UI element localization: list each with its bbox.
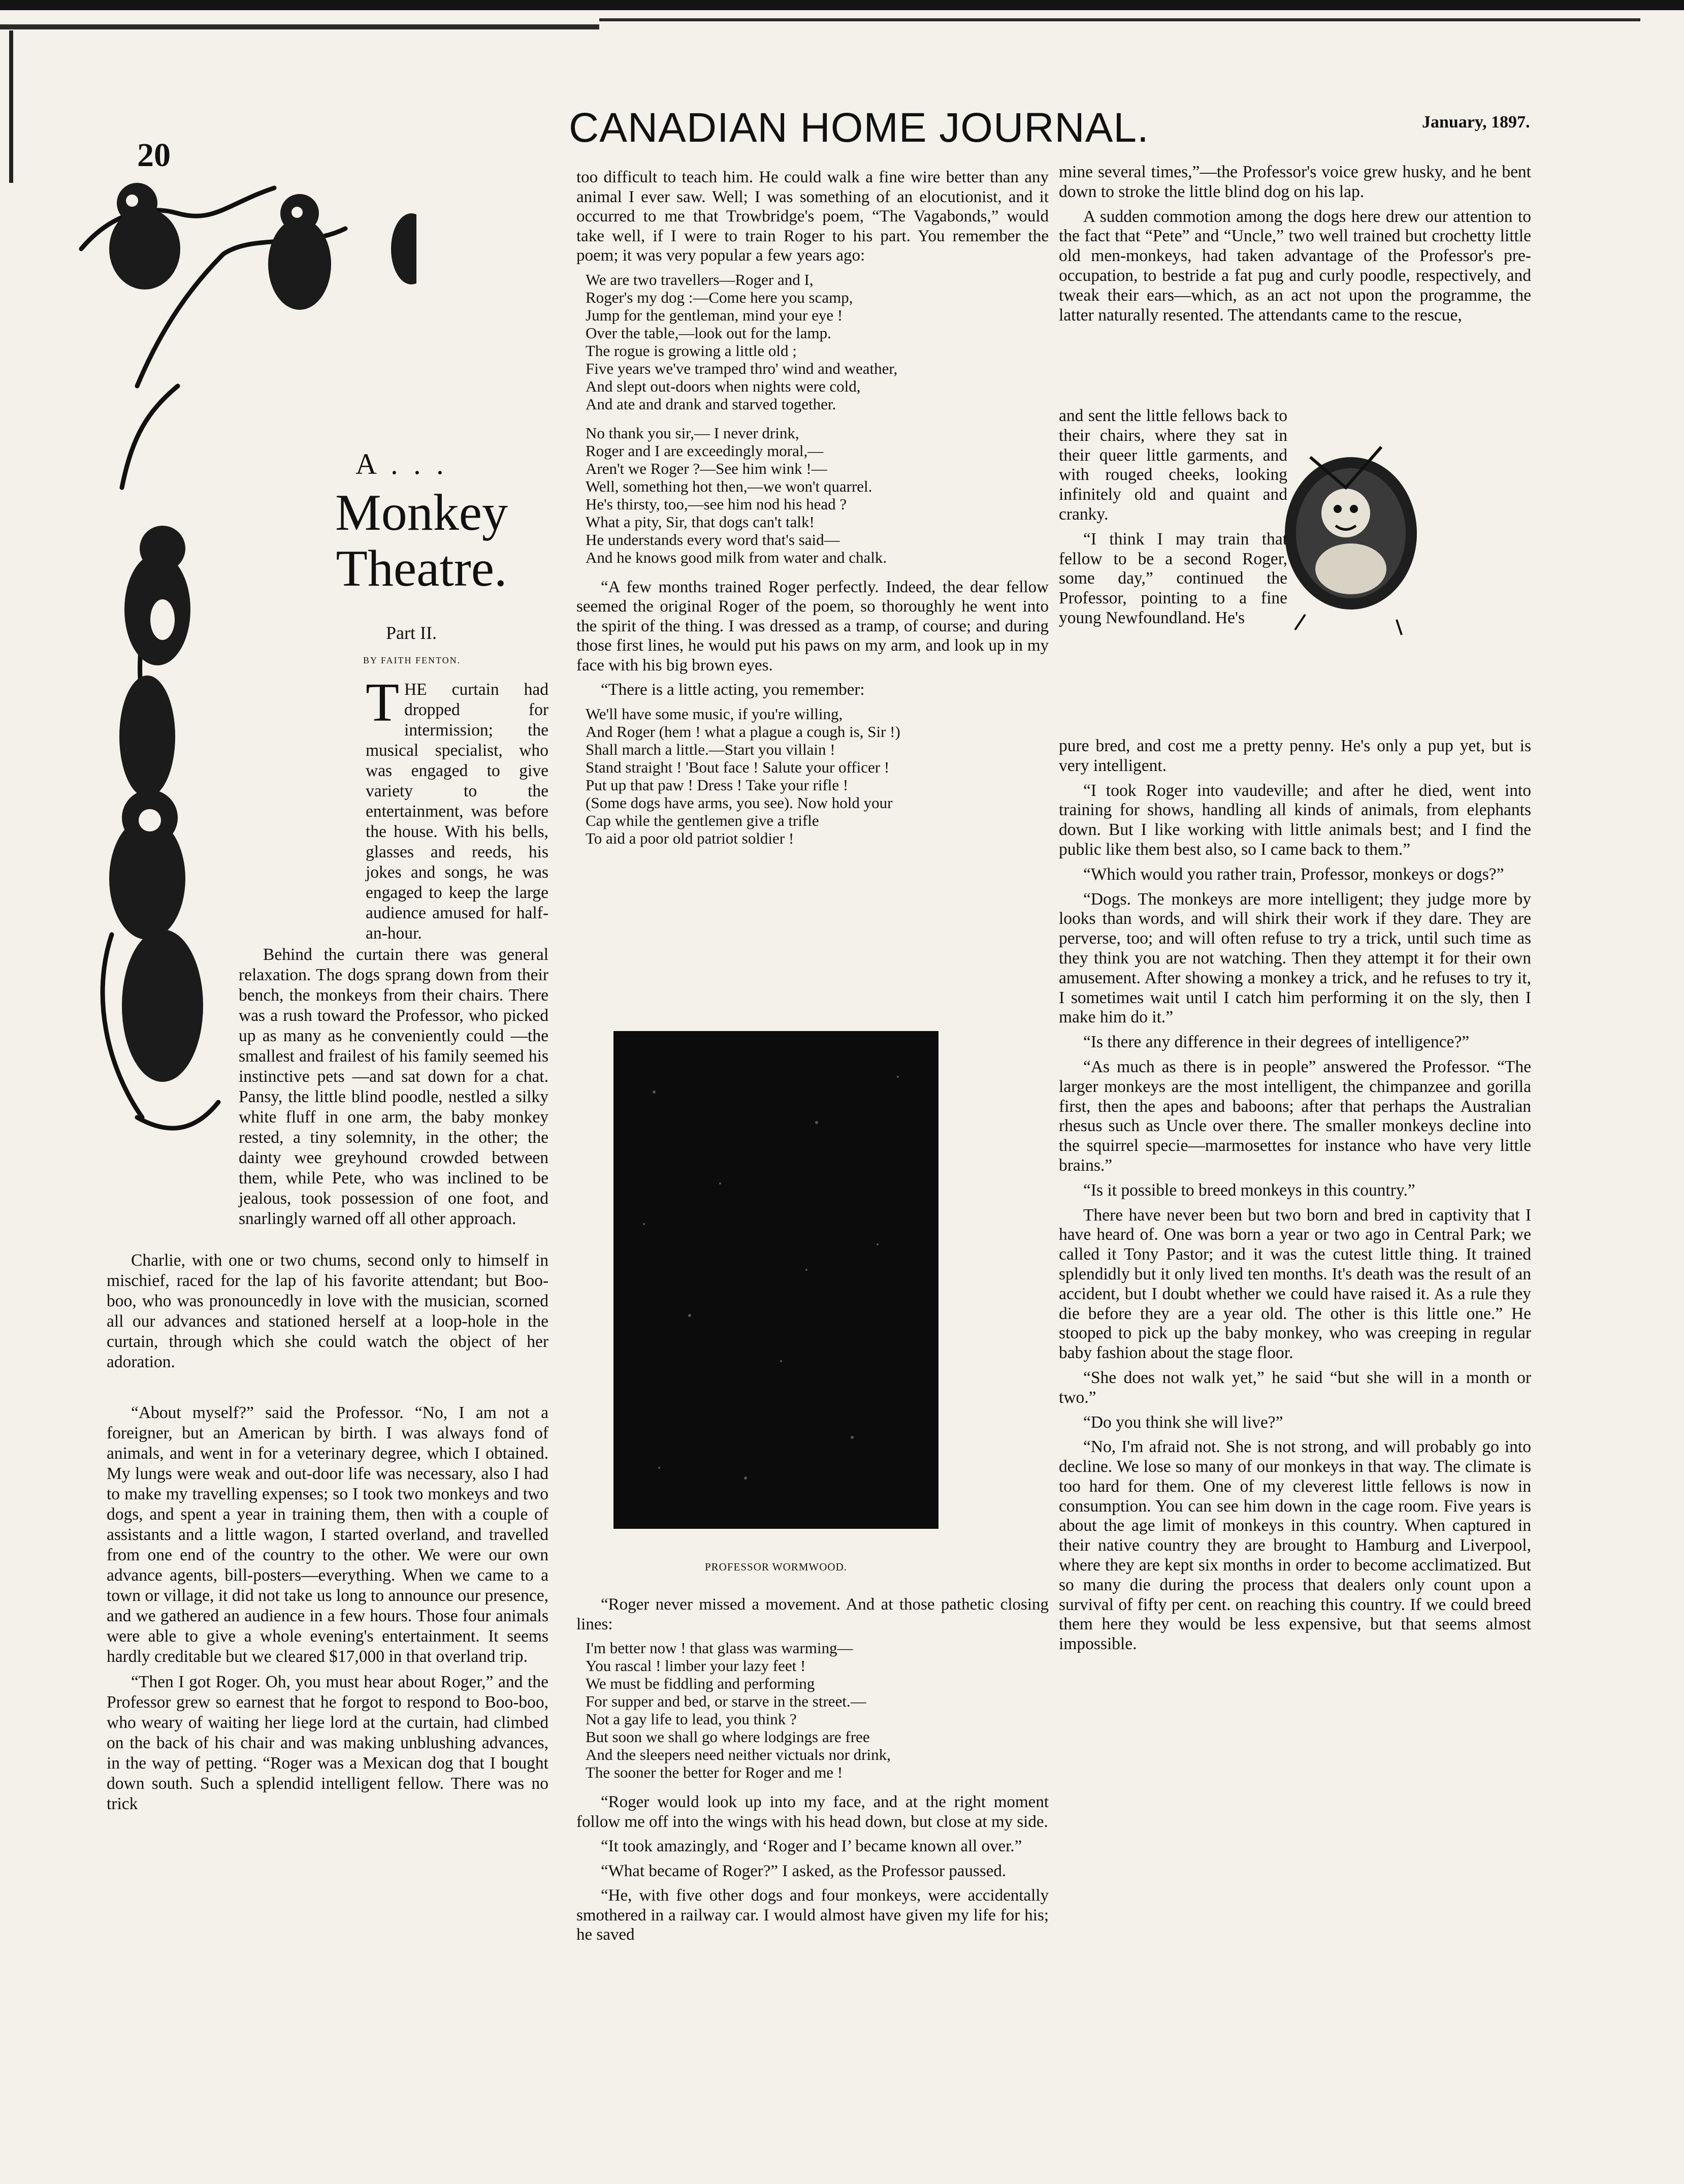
poem-line: I'm better now ! that glass was warming— — [586, 1639, 853, 1657]
paragraph-1 — [366, 672, 548, 944]
column-3-body — [1059, 736, 1531, 1659]
poem-line: Put up that paw ! Dress ! Take your rifle ! — [586, 776, 849, 794]
column-1-wrap-2 — [239, 945, 548, 1234]
paragraph-4: “About myself?” said the Professor. “No, I am not a foreigner, but an American by birth. I was always fond of animals, and went in for a veterinary degree, which I obtained. My lungs were weak and out-door life was necessary, also I had to make my travelling expenses; so I took two monkeys and two dogs, and spent a year in training them, then with a couple of assistants and a little wagon, I started overland, and travelled from one end of the country to the other. We were our own advance agents, bill-posters—everything. When we came to a town or village, it did not take us long to announce our presence, and we gathered an audience in a few hours. Those four animals were able to give a whole evening's entertainment. It seems hardly creditable but we cleared $17,000 in that overland trip. — [107, 1403, 548, 1666]
col3-paragraph-10: There have never been but two born and bred in captivity that I have heard of. One was born a year or two ago in Central Park; we called it Tony Pastor; and it was the cutest little thing. It trained splendidly but it only lived ten months. It's death was the result of an accident, but I doubt whether we could have raised it. As a rule they die before they are a year old. The other is this little one.” He stooped to pick up the baby monkey, who was creeping in regular baby fashion about the stage floor. — [1059, 1205, 1531, 1363]
poem-line: Over the table,—look out for the lamp. — [586, 324, 831, 342]
poem-line: Jump for the gentleman, mind your eye ! — [586, 306, 843, 324]
col3-paragraph-6: “Dogs. The monkeys are more intelligent; they judge more by looks than words, and will shirk their work if they dare. They are perverse, too; and will often refuse to try a trick, until such time as they think you are not watching. Then they attempt it for their own amusement. After showing a monkey a trick, and he refuses to try it, I sometimes wait until I catch him performing it on the sly, then I make him do it.” — [1059, 889, 1531, 1027]
col3-paragraph-5: “Which would you rather train, Professor, monkeys or dogs?” — [1083, 864, 1504, 884]
journal-title: CANADIAN HOME JOURNAL. — [569, 105, 1149, 151]
col3-paragraph-13: “No, I'm afraid not. She is not strong, and will probably go into decline. We lose so many of our monkeys in that way. The climate is too hard for them. One of my cleverest little fellows is now in consumption. You can see him down in the cage room. Five years is about the age limit of monkeys in this country. When captured in their native country they are brought to Hamburg and Liverpool, where they are kept six months in order to become acclimatized. But so many die during the process that dealers only count upon a survival of fifty per cent. on reaching this country. If we could breed them here they would be less expensive, but that seems almost impossible. — [1059, 1437, 1531, 1654]
poem-line: And the sleepers need neither victuals nor drink, — [586, 1746, 891, 1763]
col3-paragraph-8: “As much as there is in people” answered the Professor. “The larger monkeys are the most intelligent, the chimpanzee and gorilla first, then the apes and baboons; after that perhaps the Australian rhesus such as Uncle over there. The smaller monkeys decline into the squirrel specie—marmosettes for instance who have very little brains.” — [1059, 1057, 1531, 1175]
paragraph-5: “Then I got Roger. Oh, you must hear about Roger,” and the Professor grew so earnest that he forgot to respond to Boo-boo, who weary of waiting her liege lord at the curtain, had climbed on the back of his chair and was making unblushing advances, in the way of petting. “Roger was a Mexican dog that I bought down south. Such a splendid intelligent fellow. There was no trick — [107, 1673, 548, 1813]
poem-stanza-2 — [586, 424, 1049, 566]
col2-paragraph-4: “Roger never missed a movement. And at those pathetic closing lines: — [576, 1595, 1049, 1633]
poem-line: Five years we've tramped thro' wind and weather, — [586, 359, 898, 377]
monkey-portrait-vignette — [1275, 437, 1422, 650]
poem-line: You rascal ! limber your lazy feet ! — [586, 1657, 806, 1675]
col2-paragraph-6: “It took amazingly, and ‘Roger and I’ became known all over.” — [601, 1837, 1022, 1855]
col3-paragraph-3b: pure bred, and cost me a pretty penny. He's only a pup yet, but is very intelligent. — [1059, 736, 1531, 775]
professor-photo — [613, 1031, 938, 1529]
poem-line: Stand straight ! 'Bout face ! Salute your officer ! — [586, 758, 890, 776]
col2-paragraph-2: “A few months trained Roger perfectly. Indeed, the dear fellow seemed the original Roger of the poem, so thoroughly he went into the spirit of the thing. I was dressed as a tramp, of course; and during those first lines, he would put his paws on my arm, and look up in my face with his big brown eyes. — [576, 577, 1049, 675]
part-label: Part II. — [386, 623, 437, 643]
poem-line: But soon we shall go where lodgings are free — [586, 1728, 870, 1746]
poem-line: And he knows good milk from water and chalk. — [586, 548, 887, 566]
col3-paragraph-2b: and sent the little fellows back to their chairs, where they sat in their queer little garments, and with rouged cheeks, looking infinitely old and quaint and cranky. — [1059, 406, 1287, 524]
issue-date: January, 1897. — [1422, 113, 1530, 132]
col2-paragraph-8: “He, with five other dogs and four monkeys, were accidentally smothered in a railway car. I would almost have given my life for his; he saved — [576, 1886, 1049, 1944]
page-top-edge — [0, 0, 1684, 10]
page-top-edge-shadow — [0, 24, 599, 29]
poem-line: He understands every word that's said— — [586, 530, 840, 549]
article-title — [310, 485, 533, 597]
col2-paragraph-7: “What became of Roger?” I asked, as the Professor paussed. — [601, 1861, 1007, 1880]
poem-line: And slept out-doors when nights were cold, — [586, 377, 861, 395]
poem-line: Not a gay life to lead, you think ? — [586, 1710, 797, 1728]
page-top-rule — [599, 18, 1640, 21]
professor-photo-grain — [613, 1031, 938, 1529]
poem-line: Shall march a little.—Start you villain ! — [586, 740, 835, 758]
col2-paragraph-5: “Roger would look up into my face, and at the right moment follow me off into the wings with his head down, but close at my side. — [576, 1793, 1049, 1831]
col2-paragraph-3: “There is a little acting, you remember: — [601, 681, 865, 699]
poem-line: For supper and bed, or starve in the street.— — [586, 1692, 866, 1710]
poem-line: Well, something hot then,—we won't quarrel. — [586, 477, 872, 495]
article-title-line2: Theatre. — [336, 540, 507, 597]
col3-paragraph-3a: “I think I may train that fellow to be a second Roger, some day,” continued the Professor, pointing to a fine young Newfoundland. He's — [1059, 529, 1287, 627]
byline: BY FAITH FENTON. — [363, 655, 461, 665]
col3-paragraph-11: “She does not walk yet,” he said “but she will in a month or two.” — [1059, 1368, 1531, 1407]
poem-line: Aren't we Roger ?—See him wink !— — [586, 459, 827, 477]
title-prefix: A . . . — [355, 447, 448, 480]
poem-line: No thank you sir,— I never drink, — [586, 424, 799, 442]
poem-line: To aid a poor old patriot soldier ! — [586, 829, 794, 847]
column-3-wrap — [1059, 406, 1287, 633]
poem-line: We'll have some music, if you're willing, — [586, 704, 843, 723]
page-spine-mark — [9, 30, 13, 183]
poem-line: What a pity, Sir, that dogs can't talk! — [586, 512, 815, 531]
paragraph-2: Behind the curtain there was general relaxation. The dogs sprang down from their bench, the monkeys from their chairs. There was a rush toward the Professor, who picked up as many as he conveniently could —the smallest and frailest of his family seemed his instinctive pets —and sat down for a chat. Pansy, the little blind poodle, nestled a silky white fluff in one arm, the baby monkey rested, a tiny solemnity, in the other; the dainty wee greyhound crowded between them, while Pete, who was inclined to be jealous, took possession of one foot, and snarlingly warned off all other approach. — [239, 945, 548, 1228]
column-1-wrap — [366, 672, 548, 949]
col3-paragraph-9: “Is it possible to breed monkeys in this country.” — [1083, 1180, 1415, 1200]
col3-paragraph-4: “I took Roger into vaudeville; and after he died, went into training for shows, handling all kinds of animals, from elephants down. But I like working with little animals best; and I find the public like them best also, so I came back to them.” — [1059, 781, 1531, 859]
col3-paragraph-7: “Is there any difference in their degrees of intelligence?” — [1083, 1033, 1470, 1052]
poem-line: We are two travellers—Roger and I, — [586, 270, 814, 288]
poem-line: And Roger (hem ! what a plague a cough is, Sir !) — [586, 722, 900, 741]
poem-line: The rogue is growing a little old ; — [586, 341, 797, 360]
article-title-line1: Monkey — [335, 484, 508, 541]
photo-caption: PROFESSOR WORMWOOD. — [705, 1561, 847, 1573]
col2-paragraph-1: too difficult to teach him. He could walk a fine wire better than any animal I ever saw. Well; I was something of an elocutionist, and it occurred to me that Trowbridge's poem, “The Vagabonds,” would take well, if I were to train Roger to his part. You remember the poem; it was very popular a few years ago: — [576, 168, 1049, 265]
poem-line: The sooner the better for Roger and me ! — [586, 1763, 843, 1781]
poem-stanza-4 — [586, 1639, 1049, 1781]
poem-line: Cap while the gentlemen give a trifle — [586, 811, 819, 829]
paragraph-1-text: HE curtain had dropped for intermission; the musical specialist, who was engaged to give variety to the entertainment, was before the house. With his bells, glasses and reeds, his jokes and songs, he was engaged to keep the large audience amused for half-an-hour. — [366, 680, 548, 943]
poem-stanza-1 — [586, 271, 1049, 413]
column-2-bottom — [576, 1595, 1049, 1950]
col3-paragraph-12: “Do you think she will live?” — [1083, 1412, 1283, 1432]
drop-cap: T — [366, 672, 399, 733]
poem-line: We must be fiddling and performing — [586, 1675, 815, 1692]
poem-line: Roger's my dog :—Come here you scamp, — [586, 288, 853, 306]
page-number: 20 — [137, 137, 171, 174]
column-1-body — [107, 1250, 548, 1819]
column-2-top — [576, 168, 1049, 858]
poem-stanza-3 — [586, 705, 1049, 847]
col3-paragraph-2a: A sudden commotion among the dogs here drew our attention to the fact that “Pete” and “Uncle,” two well trained but crochetty little old men-monkeys, had taken advantage of the Professor's pre-occupation, to bestride a fat pug and curly poodle, respectively, and tweak their ears—which, as an act not upon the programme, the latter naturally resented. The attendants came to the rescue, — [1059, 207, 1531, 325]
poem-line: Roger and I are exceedingly moral,— — [586, 441, 824, 460]
poem-line: He's thirsty, too,—see him nod his head ? — [586, 495, 847, 513]
poem-line: (Some dogs have arms, you see). Now hold your — [586, 793, 893, 812]
paragraph-3: Charlie, with one or two chums, second only to himself in mischief, raced for the lap of his favorite attendant; but Boo-boo, who was pronouncedly in love with the musician, scorned all our advances and stationed herself at a loop-hole in the curtain, through which she could watch the object of her adoration. — [107, 1251, 548, 1371]
column-3-top — [1059, 163, 1531, 330]
poem-line: And ate and drank and starved together. — [586, 395, 836, 413]
col3-paragraph-1: mine several times,”—the Professor's voice grew husky, and he bent down to stroke the little blind dog on his lap. — [1059, 163, 1531, 201]
